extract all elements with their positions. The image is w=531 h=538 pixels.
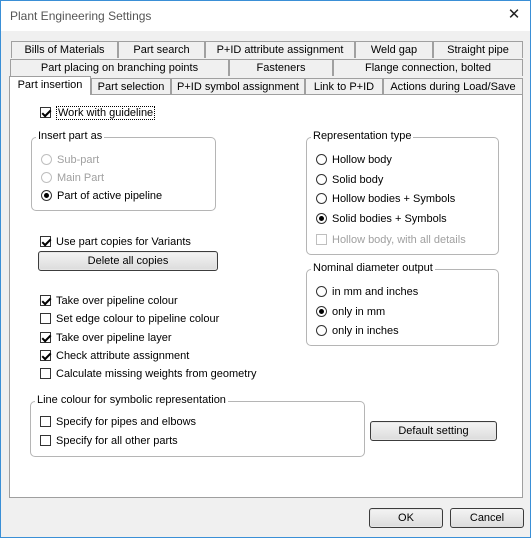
checkbox-box (40, 332, 51, 343)
radio-circle (316, 325, 327, 336)
radio-sub-part[interactable] (41, 152, 99, 168)
take-over-pipeline-layer-checkbox[interactable] (40, 330, 172, 346)
tab-part-selection[interactable]: Part selection (91, 78, 171, 95)
check-attribute-assignment-label: Check attribute assignment (56, 350, 190, 362)
radio-circle (316, 154, 327, 165)
radio-circle (316, 193, 327, 204)
tab-pid-attribute-assignment[interactable]: P+ID attribute assignment (205, 41, 355, 58)
work-with-guideline-label: Work with guideline (58, 107, 154, 119)
title-bar[interactable] (1, 1, 530, 31)
tab-part-insertion[interactable] (9, 76, 91, 95)
use-part-copies-checkbox[interactable] (40, 234, 191, 250)
checkbox-box (40, 368, 51, 379)
radio-solid-bodies-symbols[interactable] (316, 211, 447, 227)
radio-sub-part-label: Sub-part (57, 154, 100, 166)
tab-straight-pipe[interactable]: Straight pipe (433, 41, 523, 58)
radio-circle (316, 174, 327, 185)
tab-actions-load-save[interactable]: Actions during Load/Save (383, 78, 523, 95)
close-icon[interactable]: ✕ (507, 6, 521, 23)
radio-circle (316, 306, 327, 317)
radio-only-mm-label: only in mm (332, 306, 386, 318)
insert-part-as-legend: Insert part as (38, 130, 103, 142)
checkbox-box (40, 107, 51, 118)
radio-hollow-bodies-symbols-label: Hollow bodies + Symbols (332, 193, 456, 205)
radio-circle (41, 172, 52, 183)
radio-solid-body-label: Solid body (332, 174, 384, 186)
take-over-pipeline-colour-label: Take over pipeline colour (56, 295, 178, 307)
radio-circle (41, 154, 52, 165)
line-colour-legend: Line colour for symbolic representation (37, 394, 226, 406)
radio-circle (316, 286, 327, 297)
radio-solid-body[interactable] (316, 172, 383, 188)
checkbox-box (40, 416, 51, 427)
window-title: Plant Engineering Settings (10, 9, 152, 23)
insert-part-as-group (31, 130, 216, 211)
tab-flange-connection-bolted[interactable]: Flange connection, bolted (333, 59, 523, 76)
default-setting-button[interactable]: Default setting (370, 421, 497, 441)
take-over-pipeline-colour-checkbox[interactable] (40, 293, 178, 309)
radio-circle (316, 213, 327, 224)
checkbox-box (40, 295, 51, 306)
checkbox-box (40, 435, 51, 446)
use-part-copies-label: Use part copies for Variants (56, 236, 191, 248)
set-edge-colour-checkbox[interactable] (40, 311, 219, 327)
cancel-button[interactable]: Cancel (450, 508, 524, 528)
radio-only-inches[interactable] (316, 323, 399, 339)
radio-circle (41, 190, 52, 201)
ok-button[interactable]: OK (369, 508, 443, 528)
specify-pipes-elbows-checkbox[interactable] (40, 414, 196, 430)
check-attribute-assignment-checkbox[interactable] (40, 348, 189, 364)
specify-other-parts-label: Specify for all other parts (56, 435, 178, 447)
tab-pid-symbol-assignment[interactable]: P+ID symbol assignment (171, 78, 305, 95)
radio-solid-bodies-symbols-label: Solid bodies + Symbols (332, 213, 447, 225)
radio-hollow-body-label: Hollow body (332, 154, 392, 166)
take-over-pipeline-layer-label: Take over pipeline layer (56, 332, 172, 344)
line-colour-group (30, 394, 365, 457)
radio-only-inches-label: only in inches (332, 325, 399, 337)
tab-part-search[interactable]: Part search (118, 41, 205, 58)
tab-weld-gap[interactable]: Weld gap (355, 41, 433, 58)
specify-pipes-elbows-label: Specify for pipes and elbows (56, 416, 197, 428)
tab-link-to-pid[interactable]: Link to P+ID (305, 78, 383, 95)
radio-hollow-body[interactable] (316, 152, 392, 168)
representation-type-legend: Representation type (313, 130, 412, 142)
radio-part-of-active-pipeline-label: Part of active pipeline (57, 190, 163, 202)
calculate-missing-weights-label: Calculate missing weights from geometry (56, 368, 257, 380)
checkbox-box (40, 236, 51, 247)
radio-main-part[interactable] (41, 170, 104, 186)
delete-all-copies-button[interactable]: Delete all copies (38, 251, 218, 271)
radio-mm-and-inches-label: in mm and inches (332, 286, 419, 298)
work-with-guideline-checkbox[interactable] (40, 105, 155, 121)
hollow-body-all-details-checkbox[interactable] (316, 232, 466, 248)
set-edge-colour-label: Set edge colour to pipeline colour (56, 313, 220, 325)
tab-fasteners[interactable]: Fasteners (229, 59, 333, 76)
radio-hollow-bodies-symbols[interactable] (316, 191, 455, 207)
specify-other-parts-checkbox[interactable] (40, 433, 178, 449)
hollow-body-all-details-label: Hollow body, with all details (332, 234, 466, 246)
nominal-diameter-output-group (306, 262, 499, 346)
tab-part-placing-branching[interactable]: Part placing on branching points (10, 59, 229, 76)
radio-part-of-active-pipeline[interactable] (41, 188, 162, 204)
radio-main-part-label: Main Part (57, 172, 105, 184)
radio-mm-and-inches[interactable] (316, 284, 418, 300)
radio-only-mm[interactable] (316, 304, 385, 320)
checkbox-box (40, 350, 51, 361)
tab-bills-of-materials[interactable]: Bills of Materials (11, 41, 118, 58)
checkbox-box (40, 313, 51, 324)
representation-type-group (306, 130, 499, 255)
tab-panel-part-insertion (9, 94, 523, 498)
checkbox-box (316, 234, 327, 245)
calculate-missing-weights-checkbox[interactable] (40, 366, 257, 382)
nominal-diameter-output-legend: Nominal diameter output (313, 262, 433, 274)
tab-part-insertion-label: Part insertion (17, 79, 83, 91)
